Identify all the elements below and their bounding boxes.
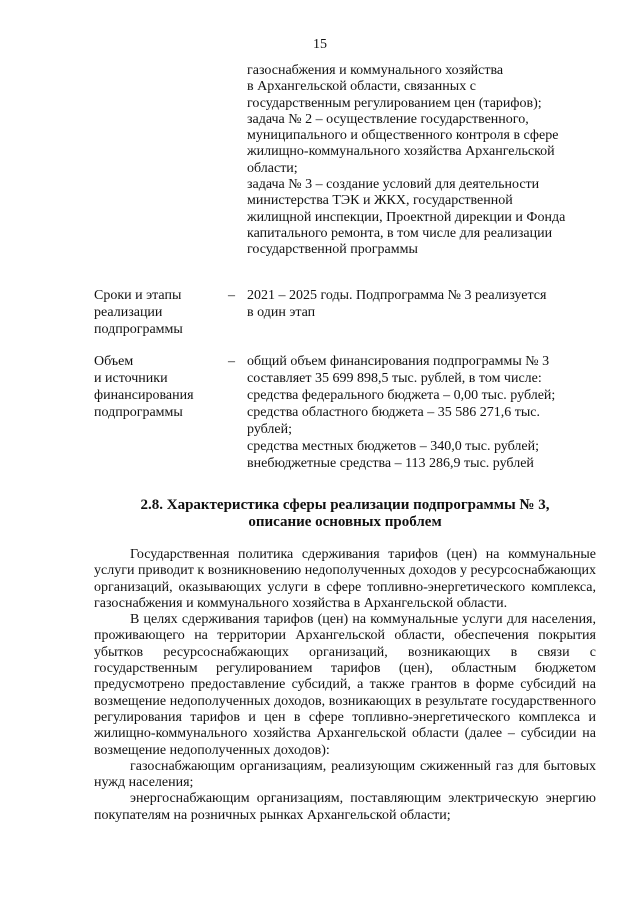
text-line: газоснабжения и коммунального хозяйства (247, 63, 504, 78)
terms-value (247, 287, 597, 321)
label-line: Сроки и этапы (94, 288, 182, 303)
paragraph: Государственная политика сдерживания тарифов (цен) на коммунальные услуги приводит к возникновению недополученных доходов у ресурсоснабжающих организаций, оказывающих услуги в сфере топливно-энергетического комплекса, газоснабжения и коммунального хозяйства в Архангельской области. (94, 547, 596, 611)
value-line: рублей; (247, 422, 292, 437)
value-line: в один этап (247, 305, 316, 320)
text-line: жилищно-коммунального хозяйства Архангельской (247, 144, 555, 160)
page-number: 15 (313, 37, 327, 52)
text-line: капитального ремонта, в том числе для реализации (247, 225, 553, 241)
paragraph: В целях сдерживания тарифов (цен) на коммунальные услуги для населения, проживающего на территории Архангельской области, обеспечения покрытия убытков ресурсоснабжающих организаций, возникающих в связи с государственным регулированием тарифов (цен), областным бюджетом предусмотрено предоставление субсидий, а также грантов в форме субсидий на возмещение недополученных доходов, возникающих в результате государственного регулирования тарифов и цен в сфере топливно-энергетического комплекса и жилищно-коммунального хозяйства Архангельской области (далее – субсидии на возмещение недополученных доходов): (94, 612, 596, 758)
value-line: внебюджетные средства – 113 286,9 тыс. рублей (247, 456, 534, 471)
terms-label (94, 287, 214, 338)
heading-line: описание основных проблем (248, 514, 442, 530)
text-line: государственным регулированием цен (тарифов); (247, 95, 542, 111)
funding-dash: – (228, 354, 235, 369)
text-line: жилищной инспекции, Проектной дирекции и Фонда (247, 209, 566, 225)
text-line: задача № 2 – осуществление государственного, (247, 111, 529, 127)
label-line: подпрограммы (94, 405, 183, 420)
value-line: средства федерального бюджета – 0,00 тыс. рублей; (247, 388, 556, 403)
terms-dash: – (228, 288, 235, 303)
funding-value (247, 353, 597, 472)
label-line: реализации (94, 305, 163, 320)
label-line: Объем (94, 354, 134, 369)
text-line: муниципального и общественного контроля в сфере (247, 128, 559, 144)
label-line: и источники (94, 371, 168, 386)
text-line: государственной программы (247, 242, 418, 258)
body-text (94, 547, 596, 824)
value-line: 2021 – 2025 годы. Подпрограмма № 3 реализуется (247, 288, 547, 303)
text-line: министерства ТЭК и ЖКХ, государственной (247, 193, 513, 209)
text-line: задача № 3 – создание условий для деятельности (247, 177, 540, 193)
label-line: подпрограммы (94, 322, 183, 337)
value-line: общий объем финансирования подпрограммы № 3 (247, 354, 550, 369)
funding-label (94, 353, 214, 421)
heading-line: 2.8. Характеристика сферы реализации подпрограммы № 3, (140, 497, 550, 513)
section-heading (80, 497, 610, 531)
value-line: составляет 35 699 898,5 тыс. рублей, в том числе: (247, 371, 542, 386)
tasks-continuation (247, 63, 597, 259)
paragraph: газоснабжающим организациям, реализующим сжиженный газ для бытовых нужд населения; (94, 758, 596, 791)
value-line: средства местных бюджетов – 340,0 тыс. рублей; (247, 439, 539, 454)
value-line: средства областного бюджета – 35 586 271,6 тыс. (247, 405, 540, 420)
text-line: в Архангельской области, связанных с (247, 79, 476, 95)
text-line: области; (247, 160, 298, 176)
label-line: финансирования (94, 388, 194, 403)
paragraph: энергоснабжающим организациям, поставляющим электрическую энергию покупателям на розничных рынках Архангельской области; (94, 791, 596, 823)
